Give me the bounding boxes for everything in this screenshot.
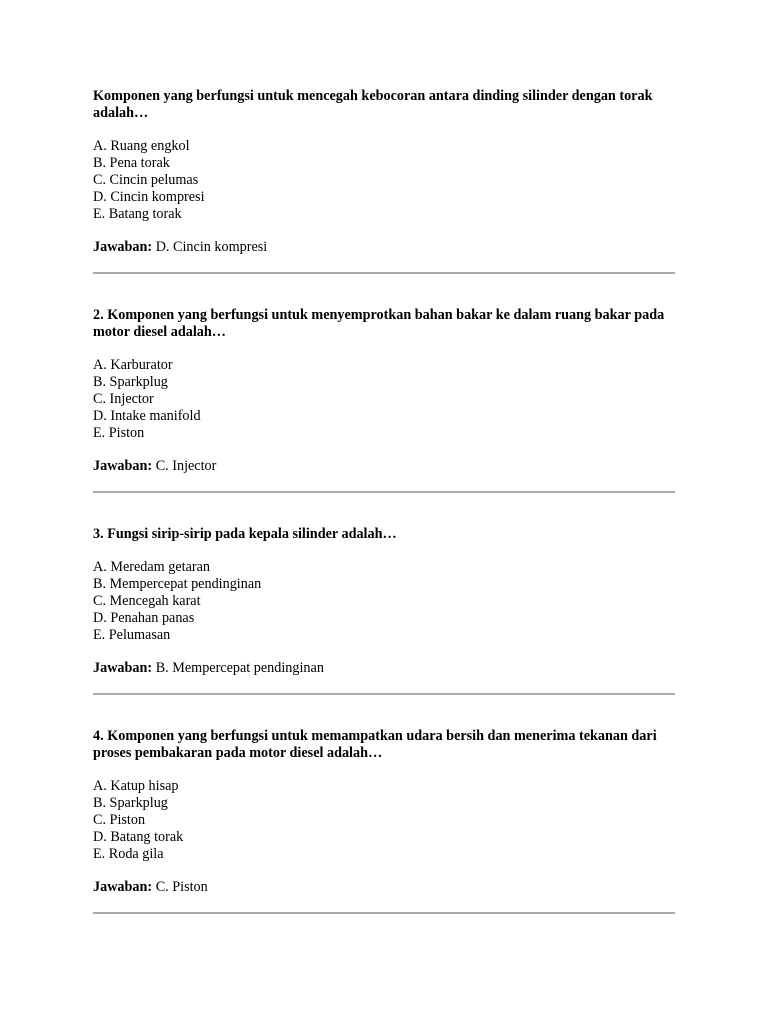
option-item: C. Cincin pelumas	[93, 172, 199, 188]
answer-line	[93, 239, 675, 256]
option-list	[93, 138, 675, 223]
question-text: 3. Fungsi sirip-sirip pada kepala silinder adalah…	[93, 526, 397, 542]
question-text: 4. Komponen yang berfungsi untuk memampatkan udara bersih dan menerima tekanan dari proses pembakaran pada motor diesel adalah…	[93, 728, 657, 761]
option-list	[93, 778, 675, 863]
option-item: C. Piston	[93, 812, 146, 828]
option-item: A. Meredam getaran	[93, 559, 210, 575]
option-list	[93, 559, 675, 644]
document-page	[93, 88, 675, 914]
answer-label: Jawaban:	[93, 458, 153, 474]
option-item: A. Karburator	[93, 357, 173, 373]
question-block-4	[93, 728, 675, 914]
option-item: C. Injector	[93, 391, 154, 407]
section-divider	[93, 912, 675, 914]
option-item: D. Cincin kompresi	[93, 189, 205, 205]
option-item: E. Pelumasan	[93, 627, 171, 643]
answer-value: C. Injector	[152, 458, 217, 474]
question-block-2	[93, 307, 675, 493]
question-text: Komponen yang berfungsi untuk mencegah kebocoran antara dinding silinder dengan torak adalah…	[93, 88, 653, 121]
option-item: B. Pena torak	[93, 155, 170, 171]
option-list	[93, 357, 675, 442]
option-item: C. Mencegah karat	[93, 593, 201, 609]
option-item: A. Katup hisap	[93, 778, 179, 794]
option-item: E. Batang torak	[93, 206, 182, 222]
question-block-3	[93, 526, 675, 695]
answer-label: Jawaban:	[93, 879, 153, 895]
option-item: A. Ruang engkol	[93, 138, 190, 154]
option-item: E. Piston	[93, 425, 145, 441]
option-item: B. Mempercepat pendinginan	[93, 576, 262, 592]
answer-label: Jawaban:	[93, 660, 153, 676]
option-item: D. Intake manifold	[93, 408, 201, 424]
option-item: D. Batang torak	[93, 829, 184, 845]
answer-line	[93, 879, 675, 896]
answer-value: D. Cincin kompresi	[152, 239, 268, 255]
answer-line	[93, 458, 675, 475]
question-block-1	[93, 88, 675, 274]
answer-value: C. Piston	[152, 879, 208, 895]
option-item: B. Sparkplug	[93, 795, 168, 811]
answer-value: B. Mempercepat pendinginan	[152, 660, 324, 676]
answer-line	[93, 660, 675, 677]
option-item: D. Penahan panas	[93, 610, 195, 626]
answer-label: Jawaban:	[93, 239, 153, 255]
option-item: B. Sparkplug	[93, 374, 168, 390]
option-item: E. Roda gila	[93, 846, 164, 862]
question-text: 2. Komponen yang berfungsi untuk menyemprotkan bahan bakar ke dalam ruang bakar pada motor diesel adalah…	[93, 307, 665, 340]
